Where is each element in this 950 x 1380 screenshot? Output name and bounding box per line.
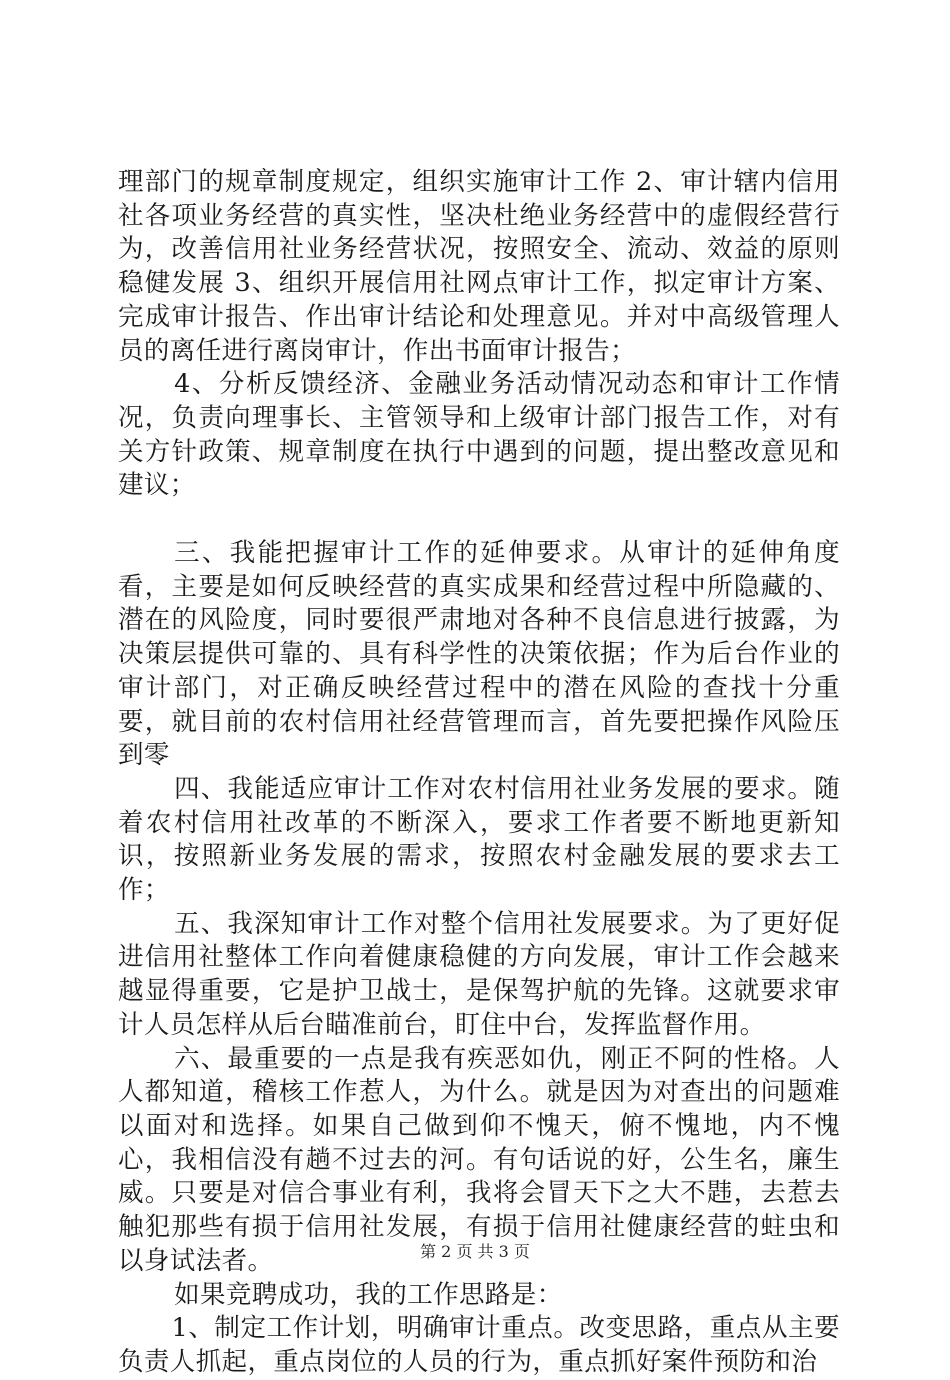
paragraph-section-5: 五、我深知审计工作对整个信用社发展要求。为了更好促进信用社整体工作向着健康稳健的方向发展，审计工作会越来越显得重要，它是护卫战士，是保驾护航的先锋。这就要求审计人员怎样从后台瞄准前台，盯住中台，发挥监督作用。 bbox=[118, 908, 840, 1040]
paragraph-work-plan-intro: 如果竞聘成功，我的工作思路是： bbox=[174, 1279, 563, 1310]
paragraph-section-6: 六、最重要的一点是我有疾恶如仇，刚正不阿的性格。人人都知道，稽核工作惹人，为什么。就是因为对查出的问题难以面对和选择。如果自己做到仰不愧天，俯不愧地，内不愧心，我相信没有趟不过去的河。有句话说的好，公生名，廉生威。只要是对信合事业有利，我将会冒天下之大不韪，去惹去触犯那些有损于信用社发展，有损于信用社健康经营的蛀虫和以身试法者。 bbox=[118, 1043, 840, 1276]
document-body bbox=[118, 166, 840, 1380]
paragraph-section-3: 三、我能把握审计工作的延伸要求。从审计的延伸角度看，主要是如何反映经营的真实成果和经营过程中所隐藏的、潜在的风险度，同时要很严肃地对各种不良信息进行披露，为决策层提供可靠的、具有科学性的决策依据；作为后台作业的审计部门，对正确反映经营过程中的潜在风险的查找十分重要，就目前的农村信用社经营管理而言，首先要把操作风险压到零 bbox=[118, 538, 840, 771]
paragraph-section-4: 四、我能适应审计工作对农村信用社业务发展的要求。随着农村信用社改革的不断深入，要求工作者要不断地更新知识，按照新业务发展的需求，按照农村金融发展的要求去工作； bbox=[118, 773, 840, 906]
paragraph-plan-item-1: 1、制定工作计划，明确审计重点。改变思路，重点从主要负责人抓起，重点岗位的人员的行为，重点抓好案件预防和治 bbox=[118, 1313, 840, 1377]
paragraph-duty-4: 4、分析反馈经济、金融业务活动情况动态和审计工作情况，负责向理事长、主管领导和上级审计部门报告工作，对有关方针政策、规章制度在执行中遇到的问题，提出整改意见和建议； bbox=[118, 369, 840, 501]
page-number-footer: 第 2 页 共 3 页 bbox=[420, 1242, 530, 1261]
paragraph-continued-duties: 理部门的规章制度规定，组织实施审计工作 2、审计辖内信用社各项业务经营的真实性，坚决杜绝业务经营中的虚假经营行为，改善信用社业务经营状况，按照安全、流动、效益的原则稳健发展 3、组织开展信用社网点审计工作，拟定审计方案、完成审计报告、作出审计结论和处理意见。并对中高级管理人员的离任进行离岗审计，作出书面审计报告； bbox=[118, 167, 840, 366]
